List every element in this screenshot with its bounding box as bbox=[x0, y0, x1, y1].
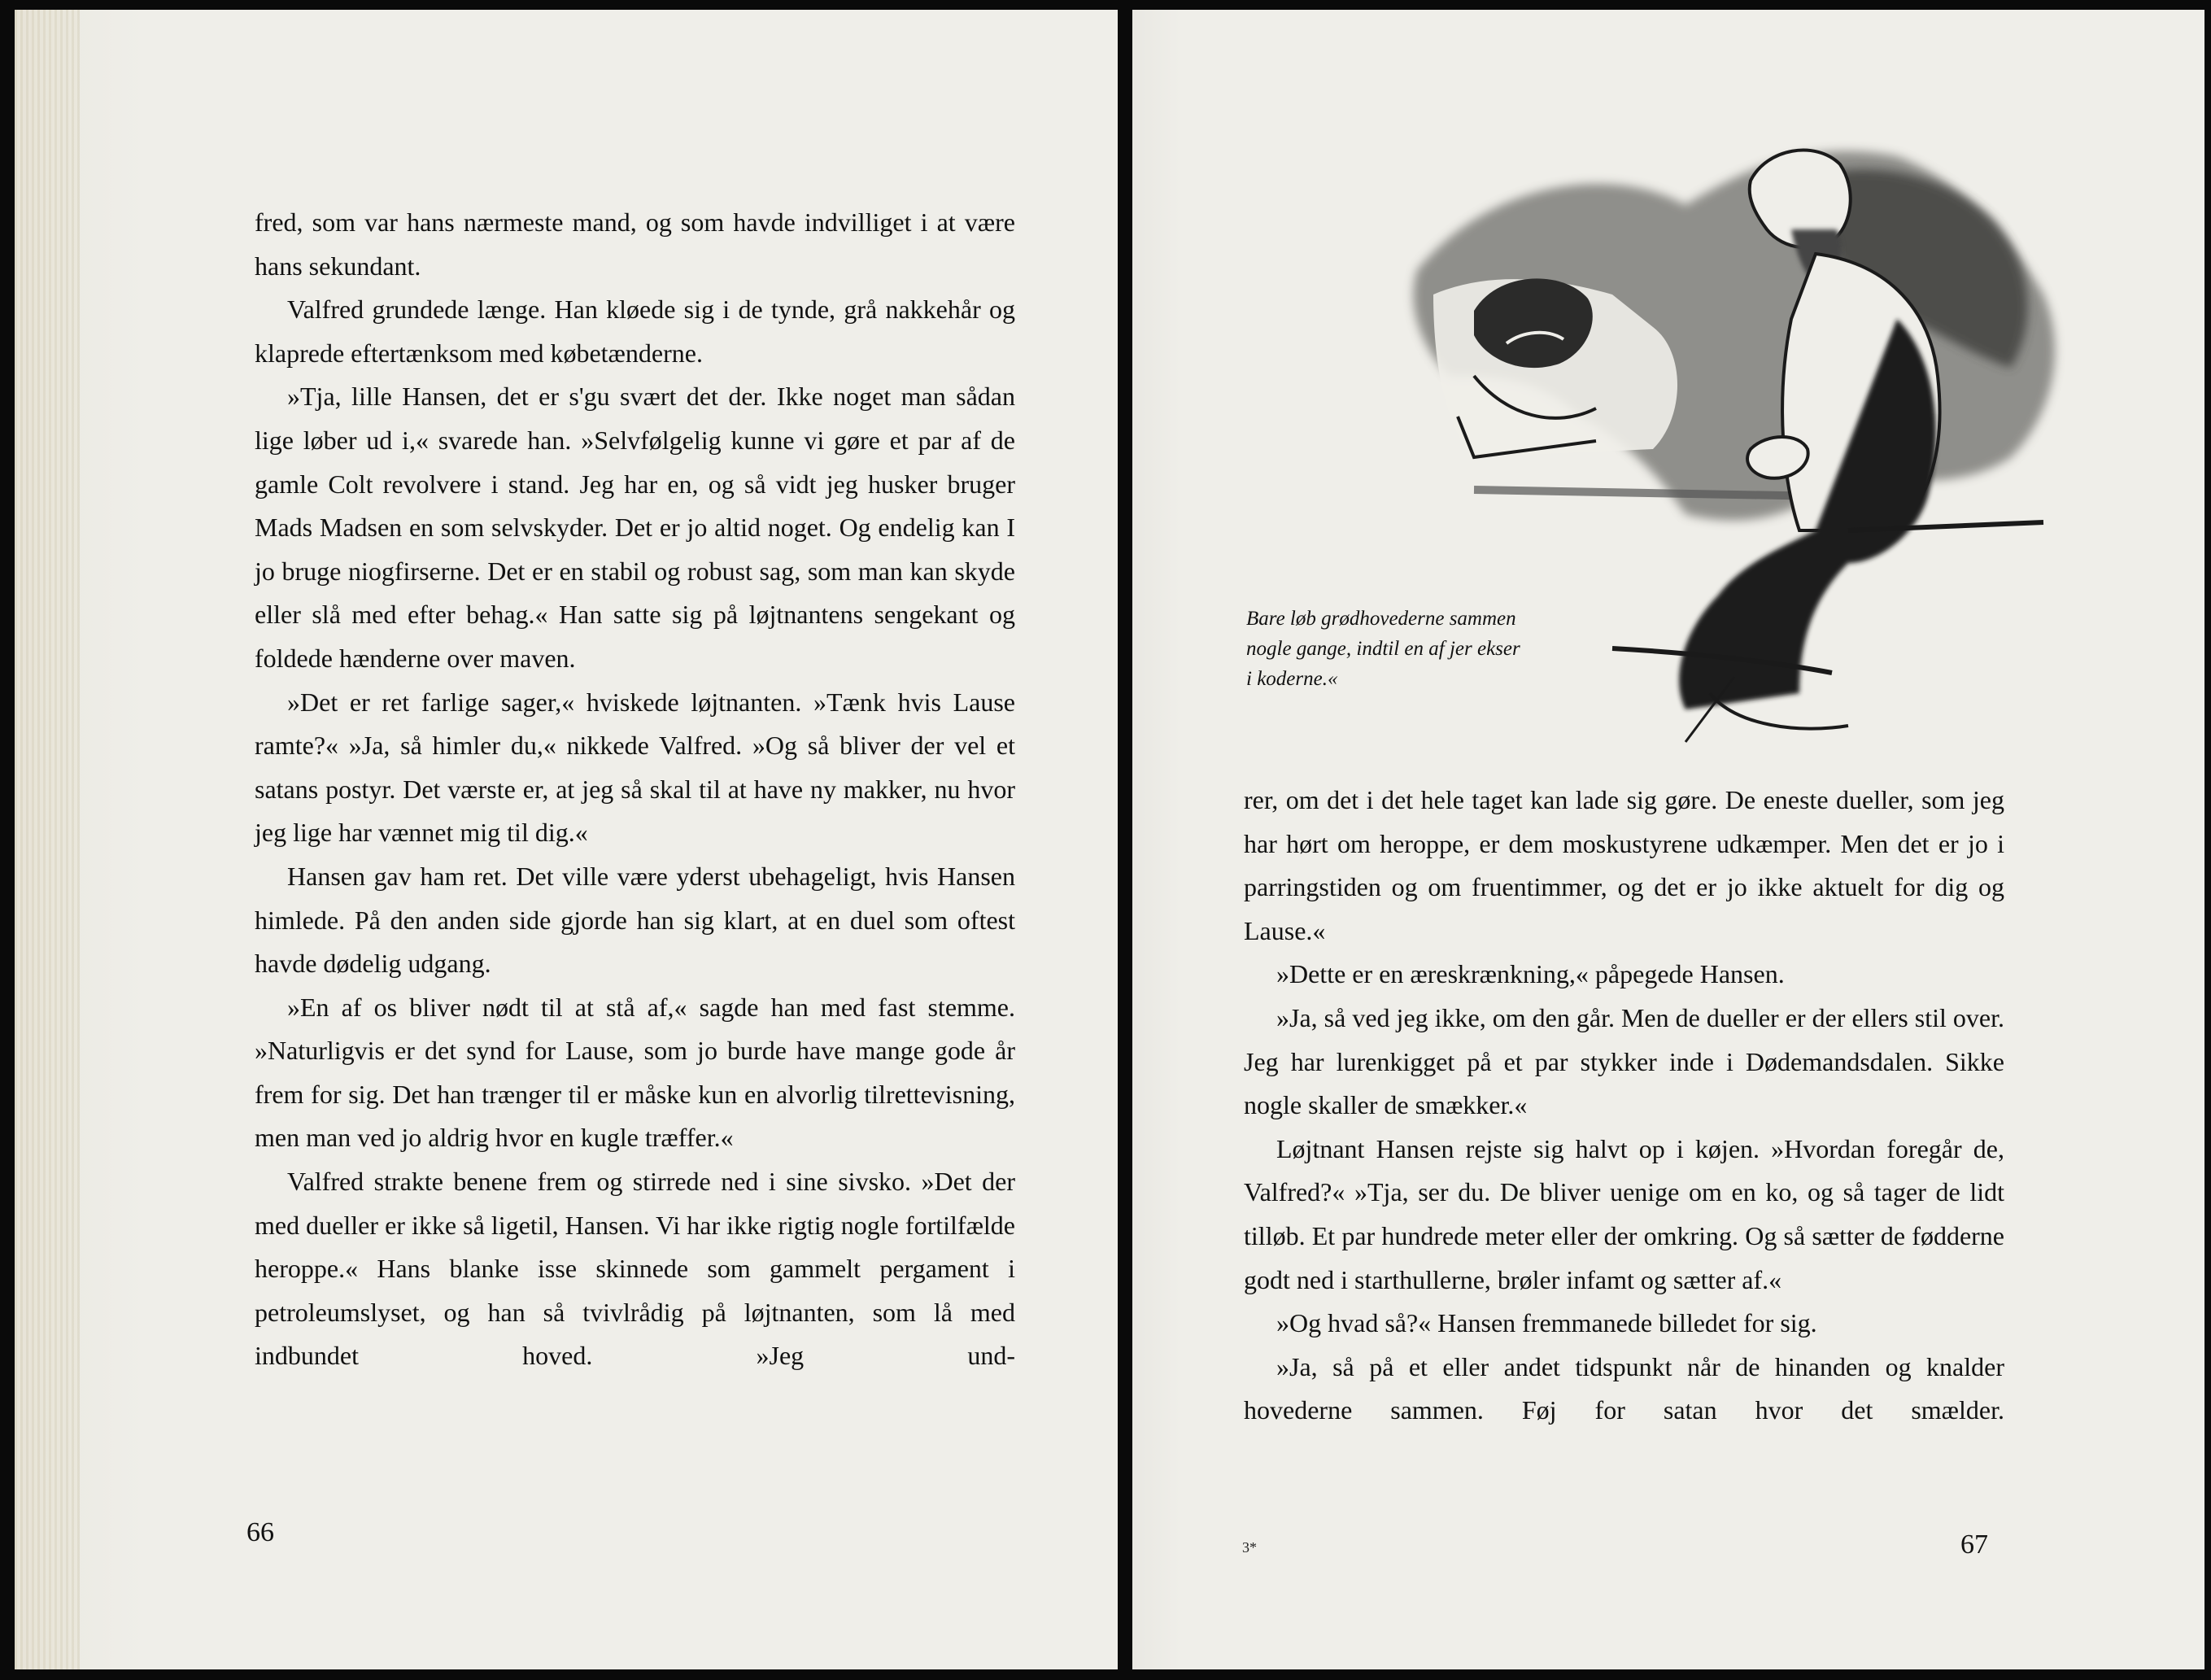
illustration-caption: Bare løb grødhovederne sammen nogle gange, indtil en af jer ekser i koderne.« bbox=[1246, 608, 1520, 690]
page-number: 66 bbox=[246, 1517, 274, 1547]
paragraph: »Dette er en æreskrænkning,« påpegede Hansen. bbox=[1276, 959, 1785, 989]
paragraph: rer, om det i det hele taget kan lade sig gøre. De eneste dueller, som jeg har hørt om heroppe, er dem moskustyrene udkæmper. Men det er jo i parringstiden og om fruentimmer, og det er jo ikke aktuelt for dig og Lause.« bbox=[1244, 785, 2004, 945]
right-page-text bbox=[1244, 779, 2004, 1433]
left-page bbox=[15, 10, 1118, 1669]
paragraph: »Tja, lille Hansen, det er s'gu svært det der. Ikke noget man sådan lige løber ud i,« svarede han. »Selvfølgelig kunne vi gøre et par af de gamle Colt revolvere i stand. Jeg har en, og så vidt jeg husker bruger Mads Madsen en som selvskyder. Det er jo altid noget. Og endelig kan I jo bruge niogfirserne. Det er en stabil og robust sag, som man kan skyde eller slå med efter behag.« Han satte sig på løjtnantens sengekant og foldede hænderne over maven. bbox=[255, 382, 1015, 673]
page-edge bbox=[15, 10, 80, 1669]
left-page-text bbox=[255, 201, 1015, 1378]
paragraph: »En af os bliver nødt til at stå af,« sagde han med fast stemme. »Naturligvis er det synd for Lause, som jo burde have mange gode år frem for sig. Det han trænger til er måske kun en alvorlig tilrettevisning, men man ved jo aldrig hvor en kugle træffer.« bbox=[255, 992, 1015, 1153]
paragraph: fred, som var hans nærmeste mand, og som havde indvilliget i at være hans sekundant. bbox=[255, 207, 1015, 281]
paragraph: »Ja, så ved jeg ikke, om den går. Men de dueller er der ellers stil over. Jeg har lurenkigget på et par stykker inde i Dødemandsdalen. Sikke nogle skaller de smækker.« bbox=[1244, 1002, 2004, 1120]
paragraph: Valfred grundede længe. Han kløede sig i de tynde, grå nakkehår og klaprede eftertænksom med købetænderne. bbox=[255, 295, 1015, 368]
paragraph: »Det er ret farlige sager,« hviskede løjtnanten. »Tænk hvis Lause ramte?« »Ja, så himler du,« nikkede Valfred. »Og så bliver der vel et satans postyr. Det værste er, at jeg så skal til at have ny makker, nu hvor jeg lige har vænnet mig til dig.« bbox=[255, 687, 1015, 848]
signature-mark: 3* bbox=[1242, 1539, 1257, 1556]
paragraph: Valfred strakte benene frem og stirrede ned i sine sivsko. »Det der med dueller er ikke så ligetil, Hansen. Vi har ikke rigtig nogle fortilfælde heroppe.« Hans blanke isse skinnede som gammelt pergament i petroleumslyset, og han så tvivlrådig på løjtnanten, som lå med indbundet hoved. »Jeg und- bbox=[255, 1167, 1015, 1371]
paragraph: »Og hvad så?« Hansen fremmanede billedet for sig. bbox=[1276, 1308, 1817, 1338]
page-number: 67 bbox=[1960, 1529, 1988, 1560]
right-page bbox=[1132, 10, 2204, 1669]
paragraph: Hansen gav ham ret. Det ville være yderst ubehageligt, hvis Hansen himlede. På den anden side gjorde han sig klart, at en duel som oftest havde dødelig udgang. bbox=[255, 861, 1015, 979]
paragraph: »Ja, så på et eller andet tidspunkt når de hinanden og knalder hovederne sammen. Føj for satan hvor det smælder. bbox=[1244, 1351, 2004, 1425]
paragraph: Løjtnant Hansen rejste sig halvt op i køjen. »Hvordan foregår de, Valfred?« »Tja, ser du. De bliver uenige om en ko, og så tager de lidt tilløb. Et par hundrede meter eller der omkring. Og så sætter de fødderne godt ned i starthullerne, brøler infamt og sætter af.« bbox=[1244, 1133, 2004, 1294]
